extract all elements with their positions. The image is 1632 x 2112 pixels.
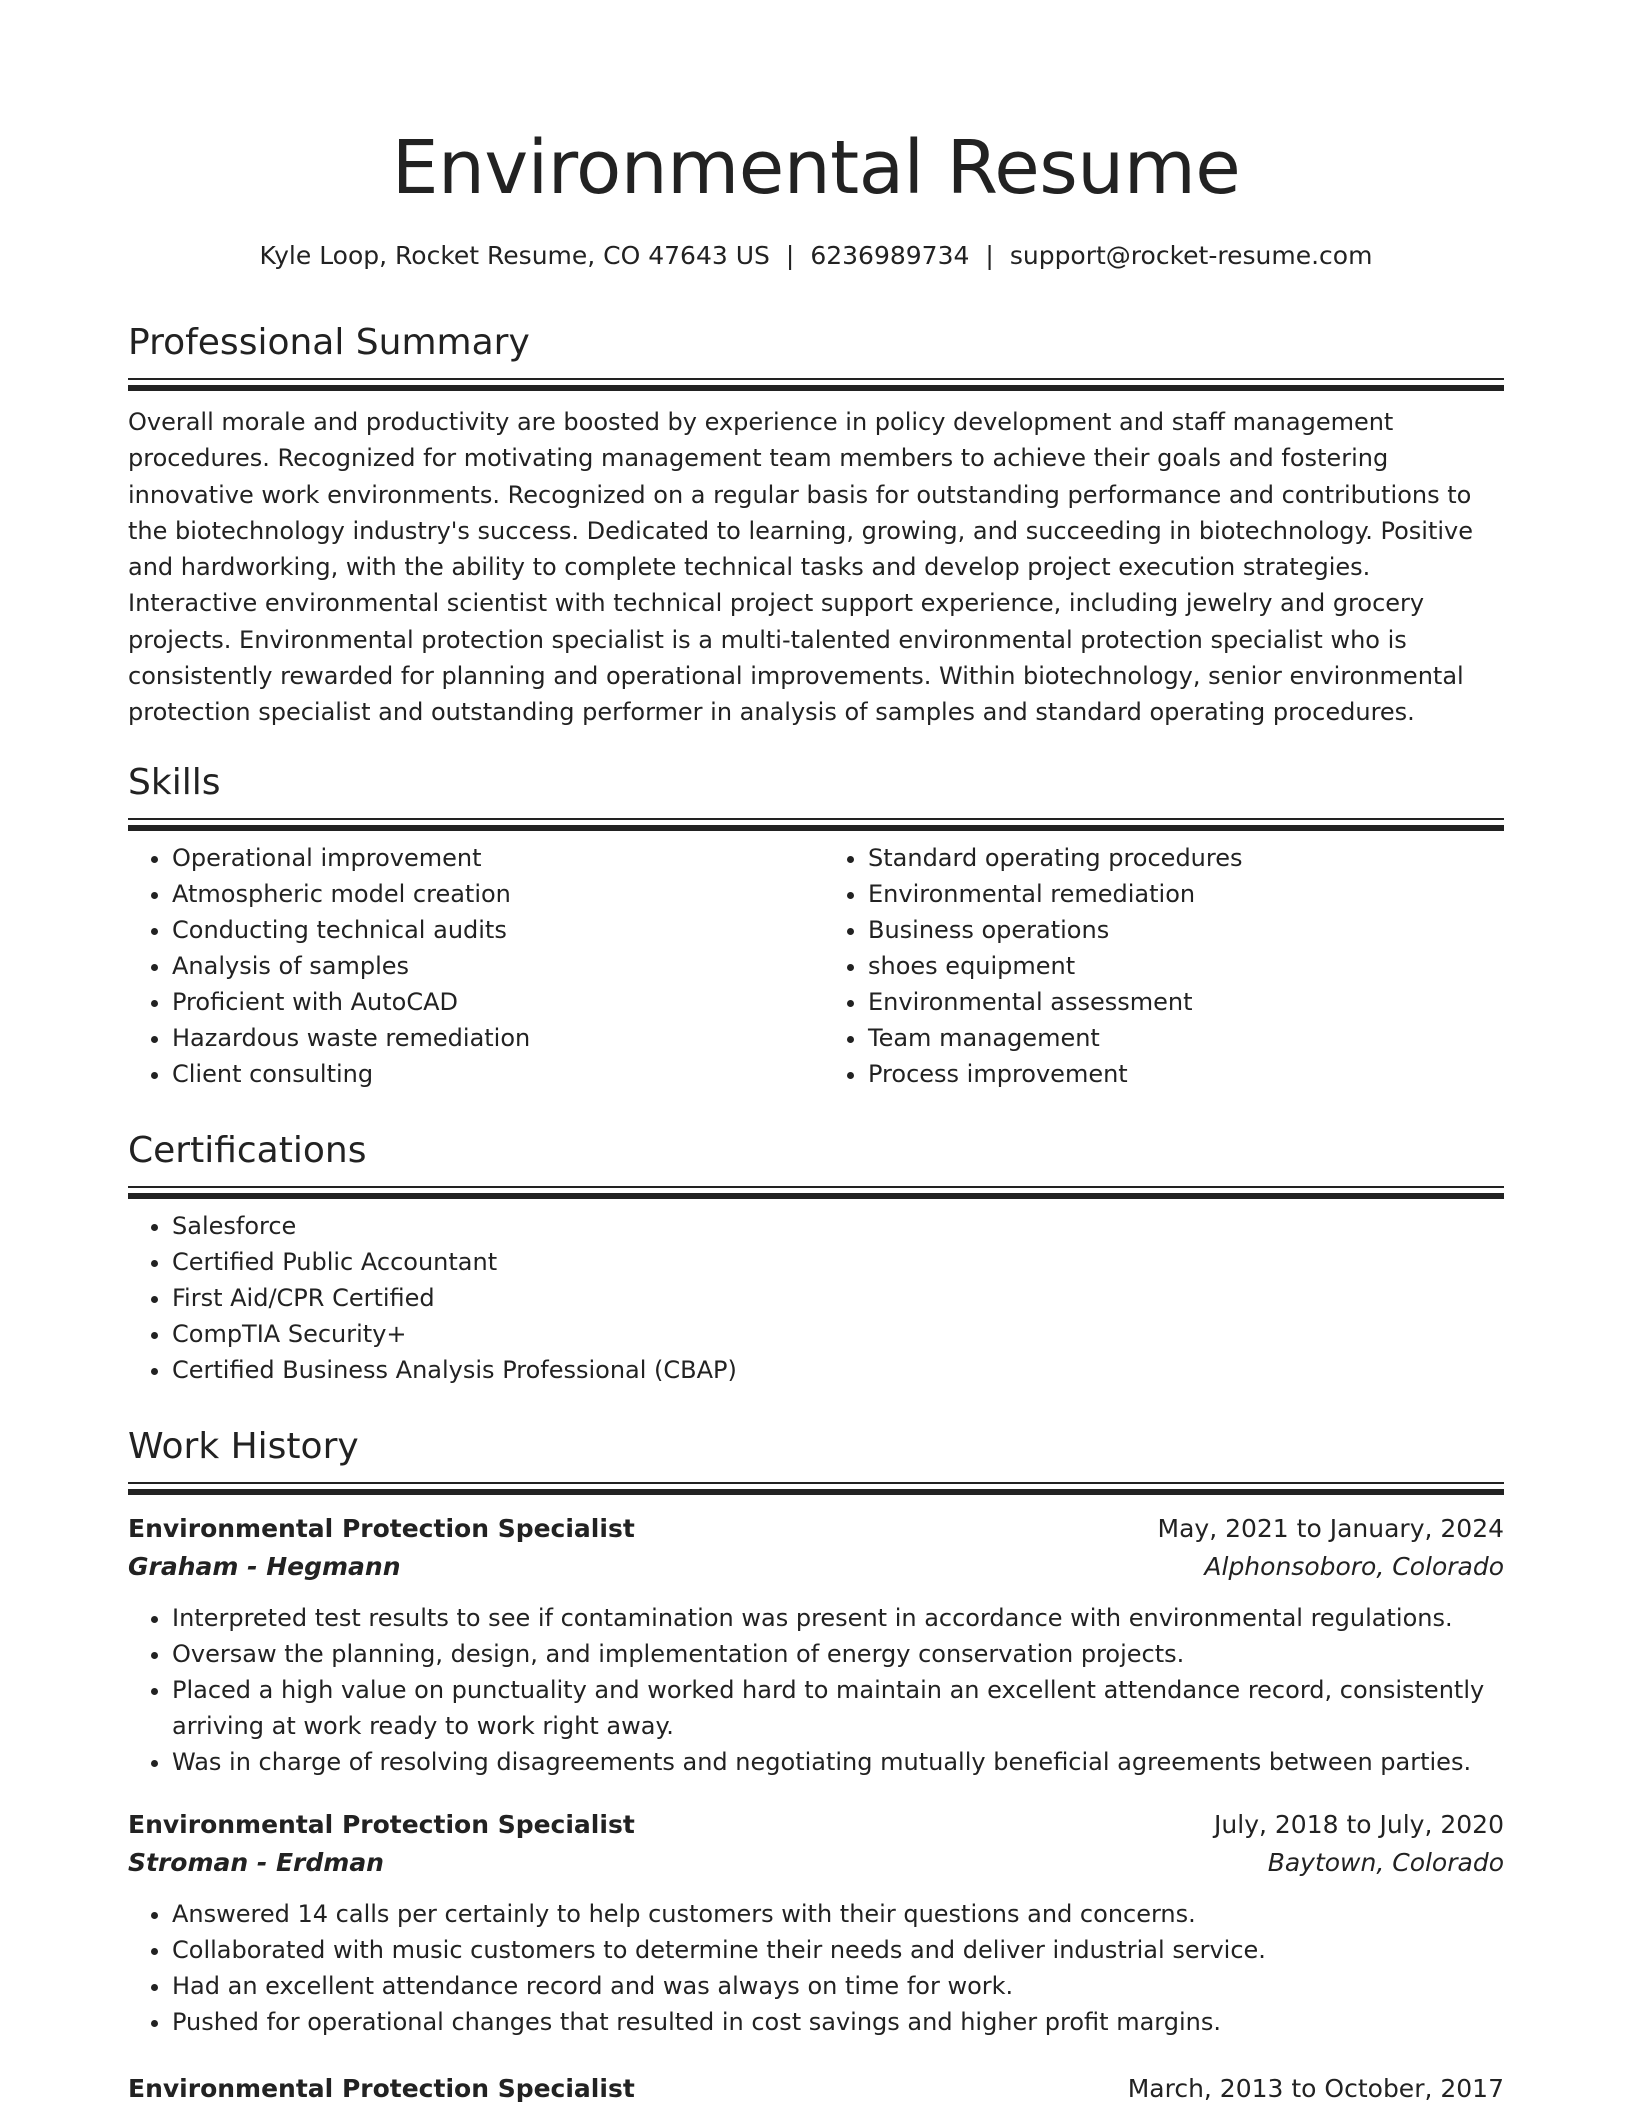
- contact-phone: 6236989734: [810, 241, 970, 270]
- skills-heading: Skills: [128, 762, 221, 803]
- job-bullet: • Placed a high value on punctuality and worked hard to maintain an excellent attendance record, consistently arriving at work ready to work right away.: [172, 1672, 1504, 1744]
- skill-item: • Standard operating procedures: [868, 840, 1504, 876]
- certification-item: • CompTIA Security+: [172, 1316, 1504, 1352]
- job-dates: March, 2013 to October, 2017: [1127, 2074, 1504, 2103]
- job-dates: May, 2021 to January, 2024: [1157, 1514, 1504, 1543]
- contact-separator: |: [785, 241, 795, 270]
- skill-item: • Process improvement: [868, 1056, 1504, 1092]
- job-bullet: • Was in charge of resolving disagreements and negotiating mutually beneficial agreements between parties.: [172, 1744, 1504, 1780]
- section-divider: [128, 378, 1504, 392]
- job-bullet: • Pushed for operational changes that resulted in cost savings and higher profit margins.: [172, 2004, 1504, 2040]
- job-bullet: • Answered 14 calls per certainly to help customers with their questions and concerns.: [172, 1896, 1504, 1932]
- skill-item: • Business operations: [868, 912, 1504, 948]
- certifications-heading: Certifications: [128, 1130, 367, 1171]
- skills-grid: [128, 832, 1504, 1092]
- skill-item: • shoes equipment: [868, 948, 1504, 984]
- skill-item: • Operational improvement: [172, 840, 816, 876]
- job-title: Environmental Protection Specialist: [128, 1514, 635, 1543]
- job-title: Environmental Protection Specialist: [128, 2074, 635, 2103]
- job-header: [128, 1510, 1504, 1548]
- certification-item: • Certified Public Accountant: [172, 1244, 1504, 1280]
- section-divider: [128, 1186, 1504, 1200]
- job-entry: [128, 2070, 1504, 2108]
- skill-item: • Conducting technical audits: [172, 912, 816, 948]
- contact-address: Kyle Loop, Rocket Resume, CO 47643 US: [259, 241, 770, 270]
- certification-item: • Salesforce: [172, 1208, 1504, 1244]
- skills-list-right: [816, 840, 1504, 1092]
- job-bullet: • Collaborated with music customers to determine their needs and deliver industrial service.: [172, 1932, 1504, 1968]
- work-section: [128, 1422, 1504, 2108]
- skill-item: • Hazardous waste remediation: [172, 1020, 816, 1056]
- skill-item: • Environmental remediation: [868, 876, 1504, 912]
- skill-item: • Client consulting: [172, 1056, 816, 1092]
- job-dates: July, 2018 to July, 2020: [1214, 1810, 1504, 1839]
- skill-item: • Analysis of samples: [172, 948, 816, 984]
- contact-separator: |: [985, 241, 994, 270]
- job-bullet: • Had an excellent attendance record and was always on time for work.: [172, 1968, 1504, 2004]
- job-header: [128, 1806, 1504, 1844]
- job-header: [128, 2070, 1504, 2108]
- work-heading: Work History: [128, 1426, 359, 1467]
- job-entry: [128, 1510, 1504, 1780]
- certification-item: • First Aid/CPR Certified: [172, 1280, 1504, 1316]
- job-company: Graham - Hegmann: [128, 1552, 401, 1581]
- job-subheader: [128, 1548, 1504, 1586]
- section-divider: [128, 1482, 1504, 1496]
- skill-item: • Team management: [868, 1020, 1504, 1056]
- certifications-list: [128, 1208, 1504, 1388]
- job-bullets: [128, 1600, 1504, 1780]
- contact-email[interactable]: support@rocket-resume.com: [1009, 241, 1373, 270]
- certification-item: • Certified Business Analysis Professional (CBAP): [172, 1352, 1504, 1388]
- skill-item: • Atmospheric model creation: [172, 876, 816, 912]
- skill-item: • Environmental assessment: [868, 984, 1504, 1020]
- summary-heading: Professional Summary: [128, 322, 530, 363]
- summary-section: [128, 318, 1504, 731]
- job-entry: [128, 1806, 1504, 2040]
- job-bullet: • Interpreted test results to see if contamination was present in accordance with environmental regulations.: [172, 1600, 1504, 1636]
- skills-list-left: [128, 840, 816, 1092]
- certifications-section: [128, 1126, 1504, 1388]
- contact-line: [128, 238, 1504, 274]
- skills-section: [128, 758, 1504, 1092]
- job-location: Alphonsoboro, Colorado: [1204, 1552, 1504, 1581]
- job-location: Baytown, Colorado: [1267, 1848, 1504, 1877]
- job-bullets: [128, 1896, 1504, 2040]
- skill-item: • Proficient with AutoCAD: [172, 984, 816, 1020]
- job-subheader: [128, 1844, 1504, 1882]
- job-bullet: • Oversaw the planning, design, and implementation of energy conservation projects.: [172, 1636, 1504, 1672]
- summary-text: Overall morale and productivity are boosted by experience in policy development and staff management procedures. Recognized for motivating management team members to achieve their goals and fostering innovative work environments. Recognized on a regular basis for outstanding performance and contributions to the biotechnology industry's success. Dedicated to learning, growing, and succeeding in biotechnology. Positive and hardworking, with the ability to complete technical tasks and develop project execution strategies. Interactive environmental scientist with technical project support experience, including jewelry and grocery projects. Environmental protection specialist is a multi-talented environmental protection specialist who is consistently rewarded for planning and operational improvements. Within biotechnology, senior environmental protection specialist and outstanding performer in analysis of samples and standard operating procedures.: [128, 408, 1474, 727]
- job-title: Environmental Protection Specialist: [128, 1810, 635, 1839]
- section-divider: [128, 818, 1504, 832]
- resume-title: Environmental Resume: [391, 125, 1241, 211]
- job-company: Stroman - Erdman: [128, 1848, 384, 1877]
